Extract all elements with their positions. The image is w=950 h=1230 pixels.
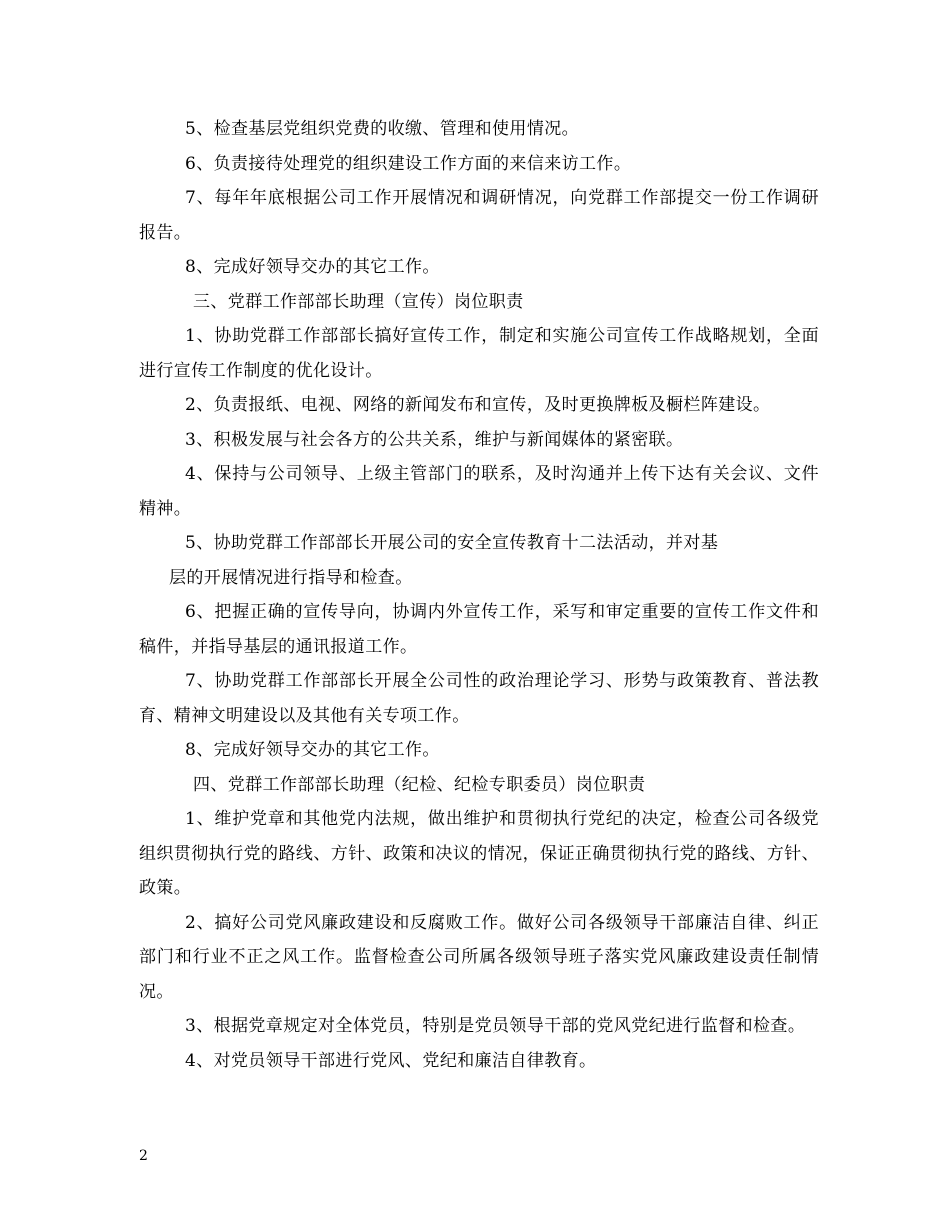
page-number: 2 bbox=[139, 1148, 148, 1164]
paragraph: 4、对党员领导干部进行党风、党纪和廉洁自律教育。 bbox=[185, 1050, 597, 1071]
paragraph: 8、完成好领导交办的其它工作。 bbox=[185, 740, 440, 760]
paragraph: 5、协助党群工作部部长开展公司的安全宣传教育十二法活动，并对基 bbox=[185, 533, 719, 553]
paragraph: 6、负责接待处理党的组织建设工作方面的来信来访工作。 bbox=[185, 153, 632, 174]
paragraph: 4、保持与公司领导、上级主管部门的联系，及时沟通并上传下达有关会议、文件精神。 bbox=[139, 464, 819, 519]
paragraph: 8、完成好领导交办的其它工作。 bbox=[185, 257, 440, 277]
section-heading: 四、党群工作部部长助理（纪检、纪检专职委员）岗位职责 bbox=[193, 774, 646, 795]
paragraph: 7、协助党群工作部部长开展全公司性的政治理论学习、形势与政策教育、普法教育、精神文明建设以及其他有关专项工作。 bbox=[139, 671, 819, 726]
paragraph: 6、把握正确的宣传导向，协调内外宣传工作，采写和审定重要的宣传工作文件和稿件，并指导基层的通讯报道工作。 bbox=[139, 602, 819, 657]
paragraph: 2、负责报纸、电视、网络的新闻发布和宣传，及时更换牌板及橱栏阵建设。 bbox=[185, 395, 771, 415]
paragraph: 7、每年年底根据公司工作开展情况和调研情况，向党群工作部提交一份工作调研报告。 bbox=[139, 188, 819, 243]
section-heading: 三、党群工作部部长助理（宣传）岗位职责 bbox=[193, 291, 524, 312]
paragraph-continuation: 层的开展情况进行指导和检查。 bbox=[169, 567, 413, 588]
paragraph: 5、检查基层党组织党费的收缴、管理和使用情况。 bbox=[185, 119, 580, 139]
document-body bbox=[139, 112, 819, 1078]
paragraph: 2、搞好公司党风廉政建设和反腐败工作。做好公司各级领导干部廉洁自律、纠正部门和行业不正之风工作。监督检查公司所属各级领导班子落实党风廉政建设责任制情况。 bbox=[139, 912, 819, 1002]
paragraph: 3、根据党章规定对全体党员，特别是党员领导干部的党风党纪进行监督和检查。 bbox=[185, 1016, 806, 1036]
paragraph: 1、维护党章和其他党内法规，做出维护和贯彻执行党纪的决定，检查公司各级党组织贯彻执行党的路线、方针、政策和决议的情况，保证正确贯彻执行党的路线、方针、政策。 bbox=[139, 809, 819, 898]
paragraph: 3、积极发展与社会各方的公共关系，维护与新闻媒体的紧密联。 bbox=[185, 429, 684, 450]
paragraph: 1、协助党群工作部部长搞好宣传工作，制定和实施公司宣传工作战略规划，全面进行宣传工作制度的优化设计。 bbox=[139, 326, 819, 381]
